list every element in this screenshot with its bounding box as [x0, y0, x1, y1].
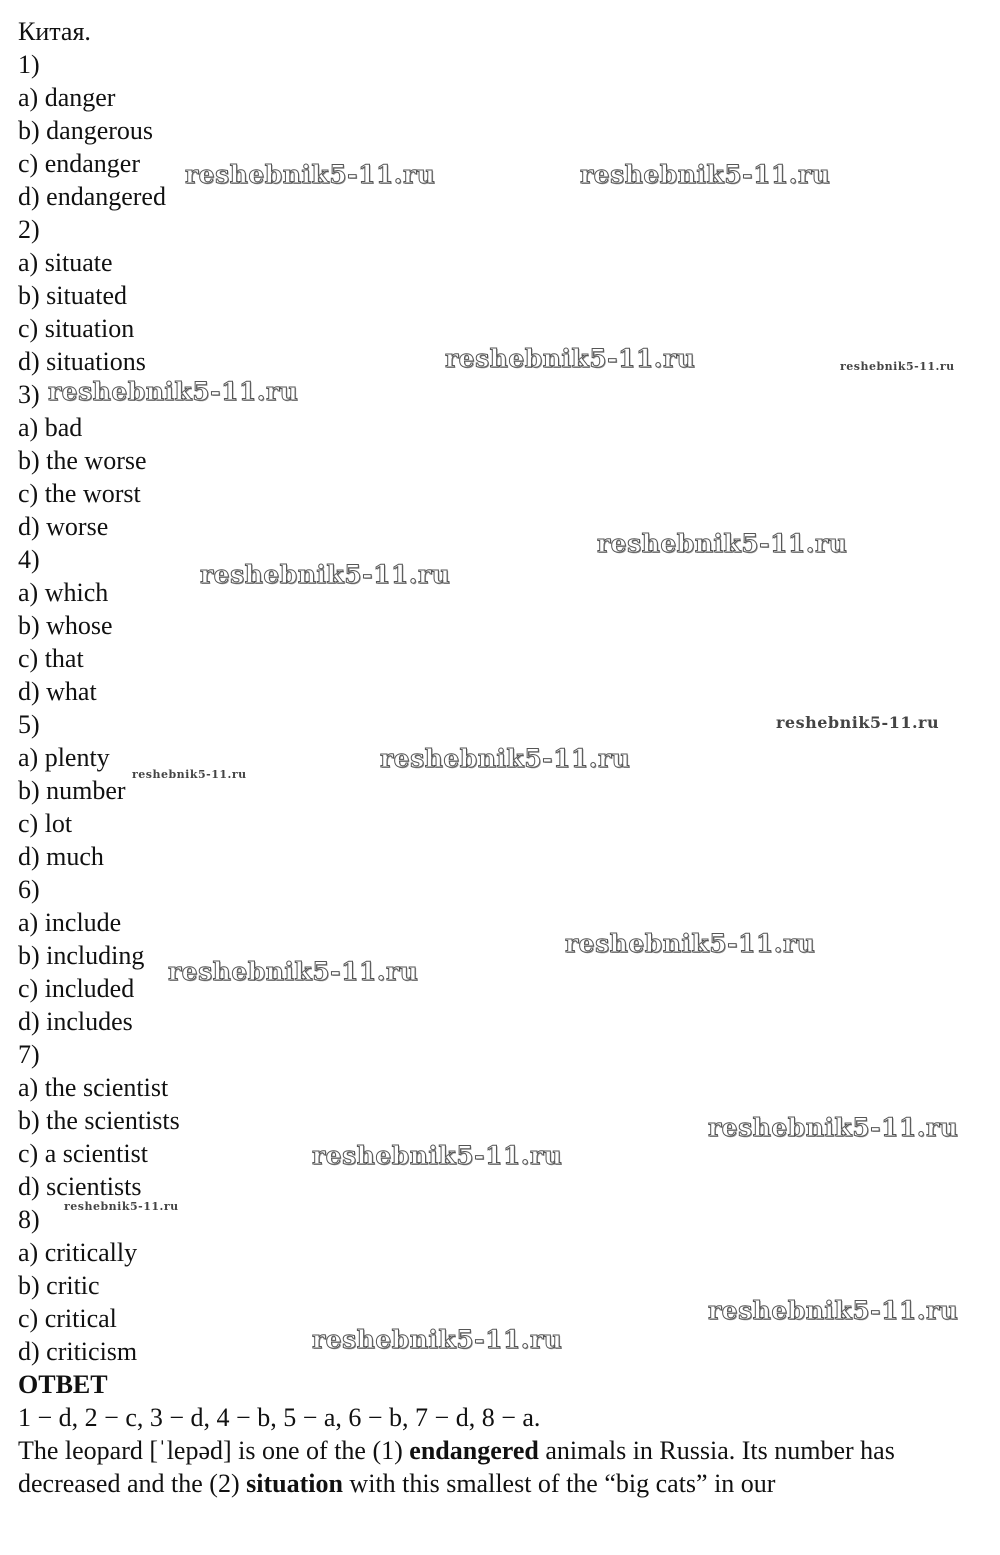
option: c) critical: [18, 1304, 117, 1333]
passage-answer-1: endangered: [409, 1436, 539, 1465]
passage-text: animals in Russia. Its number has decreased and the (2): [18, 1436, 895, 1498]
option: d) scientists: [18, 1172, 142, 1201]
passage-answer-2: situation: [246, 1469, 343, 1498]
option: a) danger: [18, 83, 116, 112]
watermark: reshebnik5-11.ru: [64, 1200, 179, 1213]
option: b) the worse: [18, 446, 147, 475]
option: c) endanger: [18, 149, 140, 178]
option: d) situations: [18, 347, 146, 376]
question-6: [18, 873, 982, 1038]
option: a) situate: [18, 248, 113, 277]
option: a) plenty: [18, 743, 110, 772]
passage-text: The leopard [ˈlepəd] is one of the (1): [18, 1436, 410, 1465]
option: d) criticism: [18, 1337, 138, 1366]
option: d) what: [18, 677, 97, 706]
watermark: reshebnik5-11.ru: [168, 957, 419, 986]
answer-key: 1 − d, 2 − c, 3 − d, 4 − b, 5 − a, 6 − b, 7 − d, 8 − a.: [18, 1403, 541, 1432]
watermark: reshebnik5-11.ru: [708, 1113, 959, 1142]
watermark: reshebnik5-11.ru: [132, 768, 247, 781]
option: c) situation: [18, 314, 135, 343]
watermark: reshebnik5-11.ru: [312, 1141, 563, 1170]
option: d) endangered: [18, 182, 166, 211]
watermark: reshebnik5-11.ru: [48, 377, 299, 406]
question-number: 3): [18, 380, 40, 409]
option: a) bad: [18, 413, 83, 442]
question-5: [18, 708, 982, 873]
option: a) the scientist: [18, 1073, 169, 1102]
question-1: [18, 48, 982, 213]
option: d) much: [18, 842, 104, 871]
option: b) dangerous: [18, 116, 154, 145]
question-number: 1): [18, 50, 40, 79]
watermark: reshebnik5-11.ru: [580, 160, 831, 189]
option: b) including: [18, 941, 145, 970]
watermark: reshebnik5-11.ru: [312, 1325, 563, 1354]
option: a) include: [18, 908, 122, 937]
watermark: reshebnik5-11.ru: [380, 744, 631, 773]
option: b) situated: [18, 281, 128, 310]
watermark: reshebnik5-11.ru: [445, 344, 696, 373]
watermark: reshebnik5-11.ru: [776, 713, 940, 732]
watermark: reshebnik5-11.ru: [200, 560, 451, 589]
question-number: 4): [18, 545, 40, 574]
answer-heading: ОТВЕТ: [18, 1370, 108, 1399]
option: b) critic: [18, 1271, 100, 1300]
question-number: 2): [18, 215, 40, 244]
option: b) the scientists: [18, 1106, 180, 1135]
watermark: reshebnik5-11.ru: [708, 1296, 959, 1325]
option: c) that: [18, 644, 84, 673]
question-4: [18, 543, 982, 708]
passage-text: with this smallest of the “big cats” in our: [342, 1469, 776, 1498]
watermark: reshebnik5-11.ru: [565, 929, 816, 958]
watermark: reshebnik5-11.ru: [185, 160, 436, 189]
watermark: reshebnik5-11.ru: [840, 360, 955, 373]
watermark: reshebnik5-11.ru: [597, 529, 848, 558]
passage: [18, 1434, 982, 1500]
question-number: 6): [18, 875, 40, 904]
question-number: 5): [18, 710, 40, 739]
option: c) a scientist: [18, 1139, 148, 1168]
option: c) included: [18, 974, 135, 1003]
option: d) includes: [18, 1007, 133, 1036]
option: c) lot: [18, 809, 73, 838]
question-number: 7): [18, 1040, 40, 1069]
option: b) whose: [18, 611, 113, 640]
question-number: 8): [18, 1205, 40, 1234]
option: b) number: [18, 776, 126, 805]
option: a) critically: [18, 1238, 138, 1267]
option: c) the worst: [18, 479, 141, 508]
option: d) worse: [18, 512, 109, 541]
header-fragment: Китая.: [18, 17, 91, 46]
option: a) which: [18, 578, 109, 607]
